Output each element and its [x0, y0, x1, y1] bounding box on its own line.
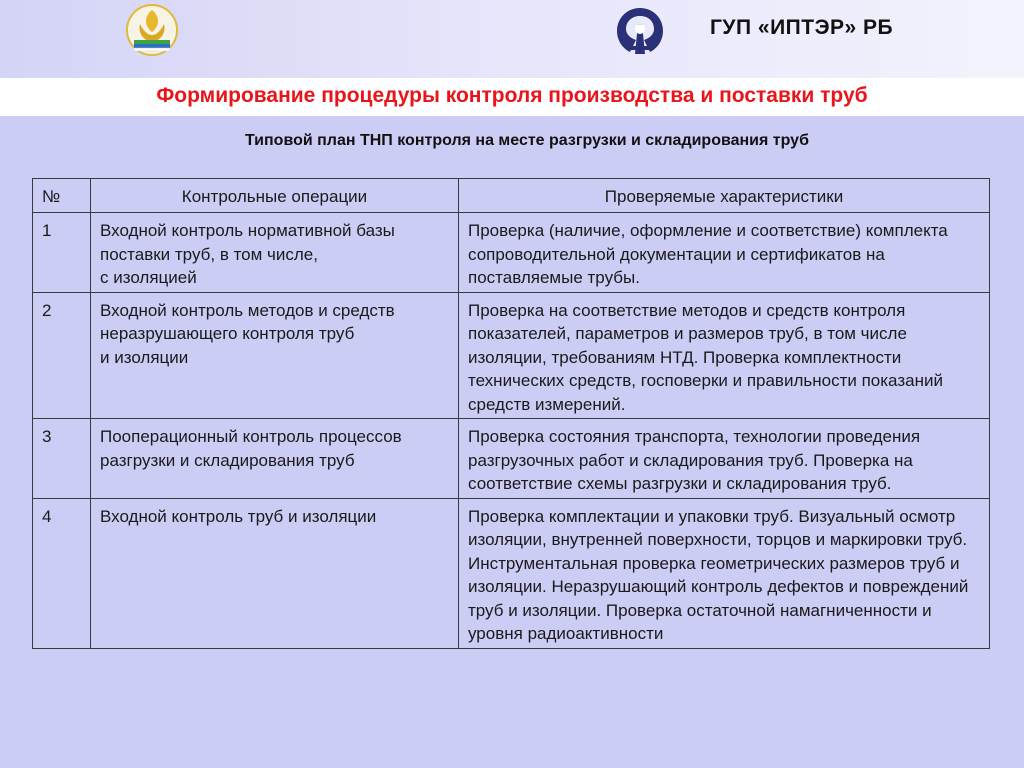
- row-operation: [91, 498, 459, 648]
- operation-text: и изоляции: [100, 347, 189, 367]
- row-number: 1: [33, 213, 91, 293]
- header-operations: Контрольные операции: [91, 179, 459, 213]
- iptar-logo-icon: [612, 6, 668, 56]
- row-number: 3: [33, 419, 91, 499]
- table-row: [33, 498, 990, 648]
- page-subtitle: Типовой план ТНП контроля на месте разгрузки и складирования труб: [245, 132, 809, 149]
- row-check: Проверка состояния транспорта, технологии проведения разгрузочных работ и складирования труб. Проверка на соответствие схемы разгрузки и складирования труб.: [459, 419, 990, 499]
- operation-text: с изоляцией: [100, 268, 197, 287]
- operation-text: Входной контроль нормативной базы поставки труб, в том числе,: [100, 221, 400, 264]
- organization-name: ГУП «ИПТЭР» РБ: [710, 16, 894, 39]
- header-num: №: [33, 179, 91, 213]
- control-plan-table: [32, 178, 990, 649]
- table-row: [33, 213, 990, 293]
- header-bar: [0, 0, 1024, 78]
- table-row: [33, 292, 990, 419]
- row-check: Проверка на соответствие методов и средств контроля показателей, параметров и размеров труб, в том числе изоляции, требованиям НТД. Проверка комплектности технических средств, госповерки и правильности показаний средств измерений.: [459, 292, 990, 419]
- operation-text: Входной контроль методов и средств неразрушающего контроля труб: [100, 300, 400, 343]
- row-operation: [91, 292, 459, 419]
- row-operation: [91, 213, 459, 293]
- row-number: 4: [33, 498, 91, 648]
- bashkortostan-emblem-icon: [124, 2, 180, 58]
- row-operation: [91, 419, 459, 499]
- table-row: [33, 419, 990, 499]
- operation-text: Входной контроль труб и изоляции: [100, 506, 377, 526]
- page-title: Формирование процедуры контроля производства и поставки труб: [156, 84, 868, 107]
- row-number: 2: [33, 292, 91, 419]
- operation-text: Пооперационный контроль процессов разгрузки и складирования труб: [100, 427, 407, 470]
- header-characteristics: Проверяемые характеристики: [459, 179, 990, 213]
- table-header-row: [33, 179, 990, 213]
- row-check: Проверка (наличие, оформление и соответствие) комплекта сопроводительной документации и сертификатов на поставляемые трубы.: [459, 213, 990, 293]
- row-check: Проверка комплектации и упаковки труб. Визуальный осмотр изоляции, внутренней поверхности, торцов и маркировки труб. Инструментальная проверка геометрических размеров труб и изоляции. Неразрушающий контроль дефектов и повреждений труб и изоляции. Проверка остаточной намагниченности и уровня радиоактивности: [459, 498, 990, 648]
